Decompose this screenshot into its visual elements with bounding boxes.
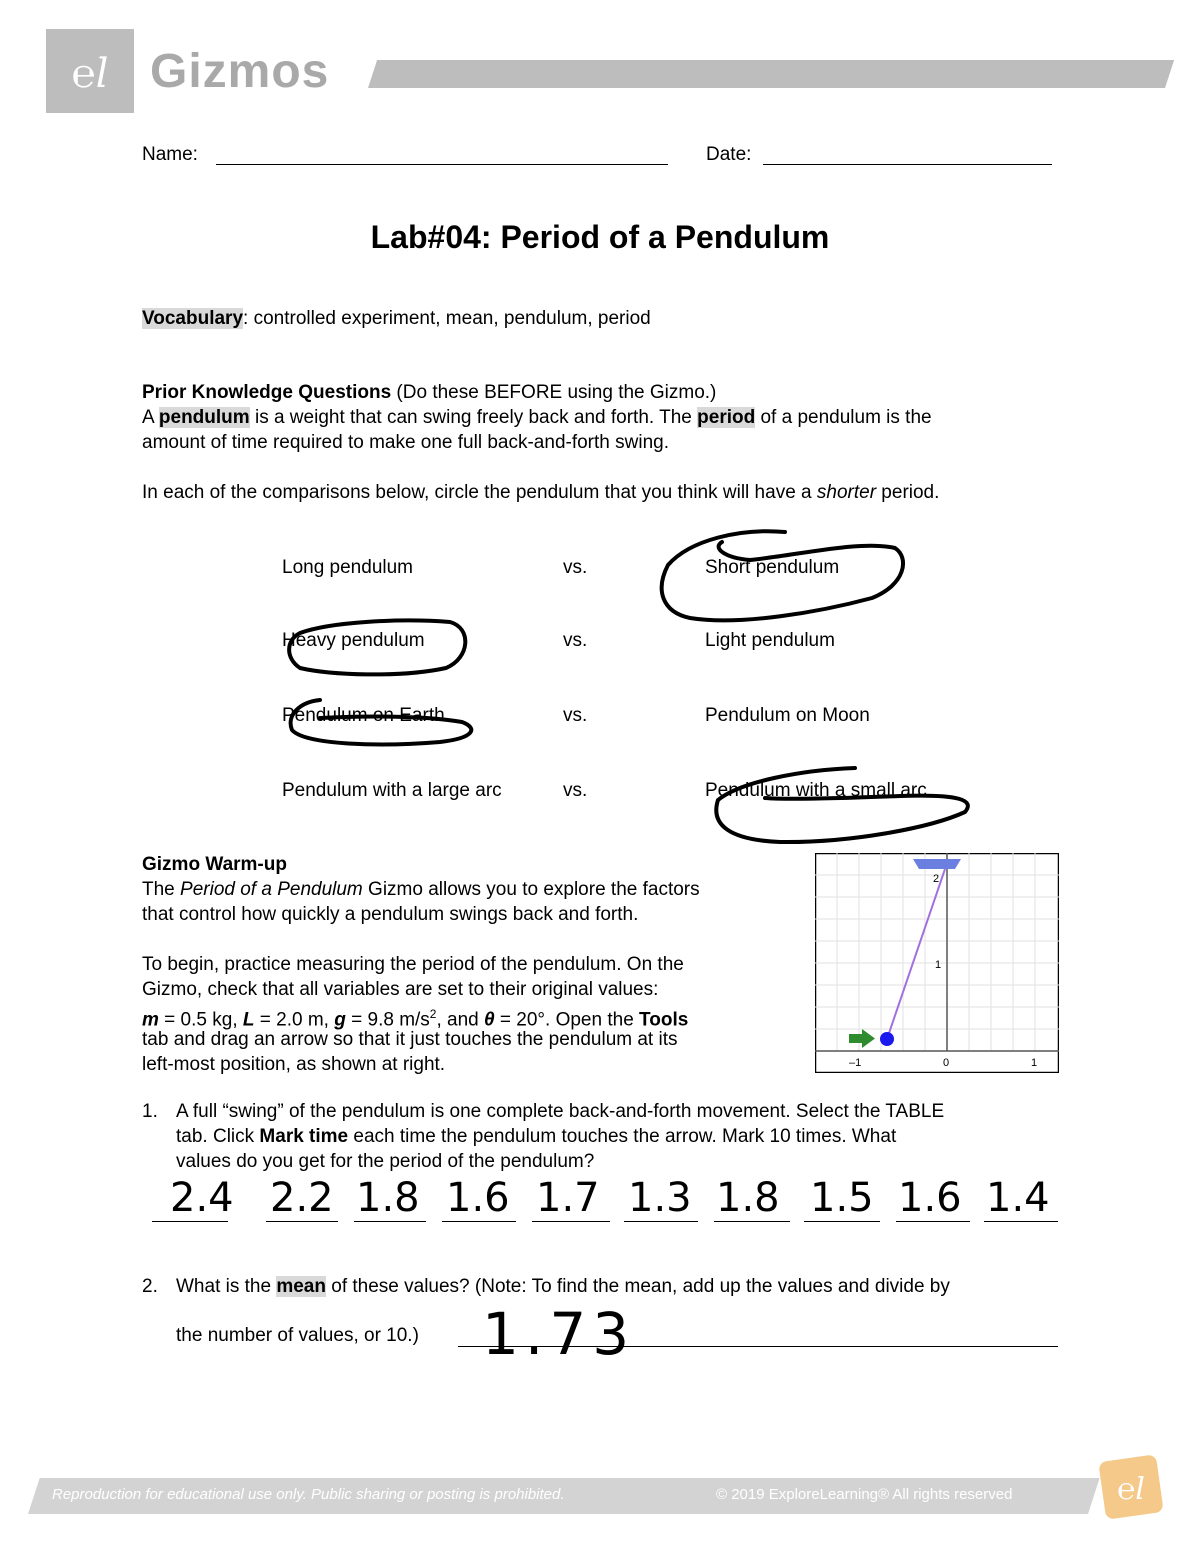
variable-g: g: [334, 1009, 346, 1031]
answer-blank[interactable]: [532, 1221, 610, 1222]
text-segment: = 0.5 kg,: [158, 1009, 243, 1031]
tools-tab-ref: Tools: [639, 1009, 689, 1031]
svg-text:℮l: ℮l: [1117, 1472, 1145, 1507]
answer-4: 1.6: [446, 1175, 510, 1221]
footer-logo-icon: [1096, 1452, 1166, 1522]
text-segment: of these values? (Note: To find the mean, add up the values and divide by: [325, 1276, 950, 1297]
warmup-heading: Gizmo Warm-up: [142, 854, 287, 875]
comparison-2-right: Light pendulum: [705, 630, 835, 651]
variable-theta: θ: [484, 1009, 495, 1031]
text-segment: period.: [876, 482, 940, 503]
footer-copyright: © 2019 ExploreLearning® All rights reserved: [716, 1486, 1013, 1503]
comparison-3-left: Pendulum on Earth: [282, 705, 445, 726]
answer-blank[interactable]: [896, 1221, 970, 1222]
answer-blank[interactable]: [624, 1221, 698, 1222]
prior-heading-note: (Do these BEFORE using the Gizmo.): [391, 382, 717, 403]
text-segment: of a pendulum is the: [755, 407, 932, 428]
answer-blank[interactable]: [442, 1221, 516, 1222]
term-mean: mean: [276, 1276, 326, 1297]
q1-line2: [176, 1124, 896, 1149]
text-segment: = 20°. Open the: [494, 1009, 640, 1031]
q2-number: 2.: [142, 1276, 158, 1297]
text-segment: = 9.8 m/s: [345, 1009, 430, 1031]
comparison-3-vs: vs.: [563, 705, 588, 726]
circle-short-pendulum: [662, 531, 903, 620]
answer-1: 2.4: [170, 1175, 234, 1221]
answer-10: 1.4: [986, 1175, 1050, 1221]
mean-answer: 1.73: [482, 1300, 636, 1368]
svg-text:℮l: ℮l: [71, 51, 109, 97]
comparison-1-left: Long pendulum: [282, 557, 413, 578]
comparison-4-left: Pendulum with a large arc: [282, 780, 502, 801]
warmup-p2-line4: tab and drag an arrow so that it just touches the pendulum at its: [142, 1029, 678, 1050]
text-segment: In each of the comparisons below, circle the pendulum that you think will have a: [142, 482, 817, 503]
text-segment: , and: [436, 1009, 485, 1031]
name-label: Name:: [142, 144, 198, 165]
prior-definition-line2: amount of time required to make one full back-and-forth swing.: [142, 432, 669, 453]
date-label: Date:: [706, 144, 752, 165]
vocabulary-terms: : controlled experiment, mean, pendulum, period: [243, 308, 651, 329]
answer-2: 2.2: [270, 1175, 334, 1221]
comparison-1-right: Short pendulum: [705, 557, 840, 578]
comparison-3-right: Pendulum on Moon: [705, 705, 870, 726]
emphasis-shorter: shorter: [816, 482, 877, 503]
text-segment: each time the pendulum touches the arrow. Mark 10 times. What: [348, 1126, 897, 1147]
page-title: Lab#04: Period of a Pendulum: [370, 219, 830, 255]
text-segment: What is the: [176, 1276, 277, 1297]
vocabulary-label: Vocabulary: [142, 308, 244, 329]
comparison-4-right: Pendulum with a small arc: [705, 780, 927, 801]
pendulum-mount: [913, 859, 961, 869]
answer-blank[interactable]: [714, 1221, 790, 1222]
variable-m: m: [142, 1009, 159, 1031]
brand-name: Gizmos: [150, 45, 330, 98]
pendulum-gizmo-figure: [815, 853, 1059, 1073]
q1-line3: values do you get for the period of the pendulum?: [176, 1151, 595, 1172]
warmup-p2-line1: To begin, practice measuring the period of the pendulum. On the: [142, 954, 684, 975]
q2-line1: [176, 1274, 950, 1299]
variable-L: L: [242, 1009, 255, 1031]
q1-number: 1.: [142, 1101, 158, 1122]
gizmo-name: Period of a Pendulum: [180, 879, 363, 900]
text-segment: A: [142, 407, 159, 428]
answer-9: 1.6: [898, 1175, 962, 1221]
answer-6: 1.3: [628, 1175, 692, 1221]
comparison-2-left: Heavy pendulum: [282, 630, 425, 651]
circle-pendulum-earth: [291, 700, 472, 744]
warmup-p1-line1: [142, 877, 700, 902]
circle-small-arc: [716, 768, 968, 842]
answer-5: 1.7: [536, 1175, 600, 1221]
answer-8: 1.5: [810, 1175, 874, 1221]
circle-heavy-pendulum: [289, 620, 465, 674]
warmup-p2-line2: Gizmo, check that all variables are set to their original values:: [142, 979, 659, 1000]
prior-heading: Prior Knowledge Questions: [142, 382, 392, 403]
mark-time-ref: Mark time: [259, 1126, 349, 1147]
text-segment: The: [142, 879, 181, 900]
answer-blank[interactable]: [266, 1221, 338, 1222]
comparison-1-vs: vs.: [563, 557, 588, 578]
x-tick-0: 0: [943, 1057, 950, 1069]
answer-blank[interactable]: [804, 1221, 880, 1222]
comparison-2-vs: vs.: [563, 630, 588, 651]
comparison-4-vs: vs.: [563, 780, 588, 801]
superscript: 2: [429, 1007, 437, 1021]
warmup-p1-line2: that control how quickly a pendulum swings back and forth.: [142, 904, 639, 925]
warmup-p2-line5: left-most position, as shown at right.: [142, 1054, 446, 1075]
answer-blank[interactable]: [354, 1221, 426, 1222]
x-tick-1: 1: [1031, 1057, 1038, 1069]
answer-blank[interactable]: [152, 1221, 228, 1222]
text-segment: = 2.0 m,: [254, 1009, 335, 1031]
footer-disclaimer: Reproduction for educational use only. Public sharing or posting is prohibited.: [52, 1486, 565, 1503]
q1-line1: A full “swing” of the pendulum is one complete back-and-forth movement. Select the TABLE: [176, 1101, 945, 1122]
text-segment: tab. Click: [176, 1126, 260, 1147]
y-tick-2: 2: [933, 873, 940, 885]
answer-blank[interactable]: [984, 1221, 1058, 1222]
text-segment: Gizmo allows you to explore the factors: [362, 879, 700, 900]
q1-answer-row: [170, 1175, 1060, 1225]
term-pendulum: pendulum: [158, 407, 250, 428]
x-tick-neg1: –1: [849, 1057, 862, 1069]
term-period: period: [697, 407, 756, 428]
y-tick-1: 1: [935, 959, 942, 971]
pendulum-bob: [880, 1032, 894, 1046]
text-segment: is a weight that can swing freely back and forth. The: [249, 407, 698, 428]
answer-3: 1.8: [356, 1175, 420, 1221]
q2-line2: the number of values, or 10.): [176, 1325, 419, 1346]
answer-7: 1.8: [716, 1175, 780, 1221]
